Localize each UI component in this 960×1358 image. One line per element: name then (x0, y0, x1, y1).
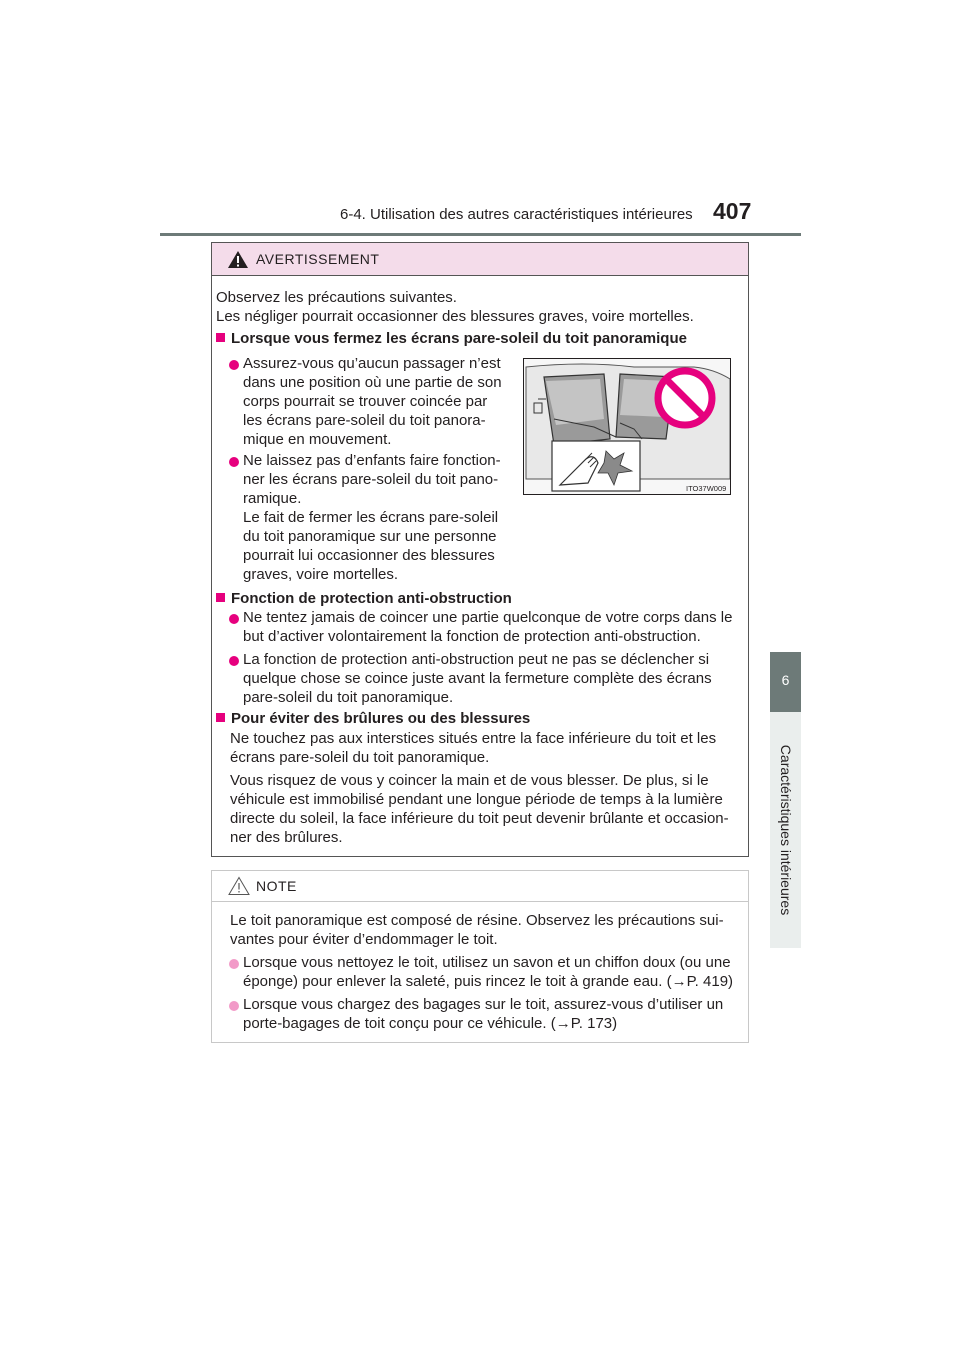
bullet-icon (229, 656, 239, 666)
bullet-icon (229, 457, 239, 467)
chapter-label: Caractéristiques intérieures (778, 744, 794, 916)
square-bullet-icon (216, 333, 225, 342)
section-heading: Lorsque vous fermez les écrans pare-soleil du toit panoramique (216, 329, 687, 348)
page-number: 407 (713, 198, 752, 224)
svg-text:ITO37W009: ITO37W009 (686, 484, 727, 493)
caution-triangle-icon (228, 876, 250, 896)
section-heading: Fonction de protection anti-obstruction (216, 589, 512, 608)
paragraph: Ne touchez pas aux interstices situés entre la face inférieure du toit et les écrans pare-soleil du toit panoramique. (230, 730, 717, 766)
warning-intro-line2: Les négliger pourrait occasionner des blessures graves, voire mortelles. (216, 308, 694, 325)
note-title: NOTE (256, 878, 297, 894)
bullet-icon (229, 614, 239, 624)
warning-triangle-icon (227, 250, 249, 269)
note-header (212, 871, 748, 902)
bullet-icon (229, 959, 239, 969)
bullet-text: Lorsque vous chargez des bagages sur le toit, assurez-vous d’utiliser un porte-bagages de toit conçu pour ce véhicule. (→P. 173) (243, 996, 724, 1032)
bullet-text: Ne laissez pas d’enfants faire fonction- ner les écrans pare-soleil du toit pano- ramique. Le fait de fermer les écrans pare-soleil du toit panoramique sur une personne pourrait lui occasionner des blessures graves, voire mortelles. (243, 452, 501, 583)
bullet-icon (229, 1001, 239, 1011)
section-title: 6-4. Utilisation des autres caractéristiques intérieures (340, 206, 693, 223)
sunshade-illustration (523, 358, 731, 495)
bullet-text: Assurez-vous qu’aucun passager n’est dans une position où une partie de son corps pourrait se trouver coincée par les écrans pare-soleil du toit panora- mique en mouvement. (243, 355, 502, 448)
bullet-icon (229, 360, 239, 370)
warning-header (212, 243, 748, 276)
header-rule (160, 233, 801, 236)
warning-intro-line1: Observez les précautions suivantes. (216, 289, 457, 306)
bullet-text: Ne tentez jamais de coincer une partie quelconque de votre corps dans le but d’activer volontairement la fonction de protection anti-obstruction. (243, 609, 733, 645)
section-heading: Pour éviter des brûlures ou des blessures (216, 709, 530, 728)
paragraph: Vous risquez de vous y coincer la main et de vous blesser. De plus, si le véhicule est immobilisé pendant une longue période de temps à la lumière directe du soleil, la face inférieure du toit peut devenir brûlante et occasion- ner des brûlures. (230, 772, 729, 846)
square-bullet-icon (216, 593, 225, 602)
panoramic-roof-drawing (524, 359, 731, 495)
chapter-number: 6 (781, 672, 790, 688)
warning-title: AVERTISSEMENT (256, 251, 380, 267)
bullet-text: La fonction de protection anti-obstruction peut ne pas se déclencher si quelque chose se coince juste avant la fermeture complète des écrans pare-soleil du toit panoramique. (243, 651, 712, 706)
bullet-text: Lorsque vous nettoyez le toit, utilisez un savon et un chiffon doux (ou une éponge) pour enlever la saleté, puis rincez le toit à grande eau. (→P. 419) (243, 954, 734, 990)
square-bullet-icon (216, 713, 225, 722)
chapter-tab (770, 652, 801, 712)
note-intro: Le toit panoramique est composé de résine. Observez les précautions sui- vantes pour éviter d’endommager le toit. (230, 912, 724, 948)
